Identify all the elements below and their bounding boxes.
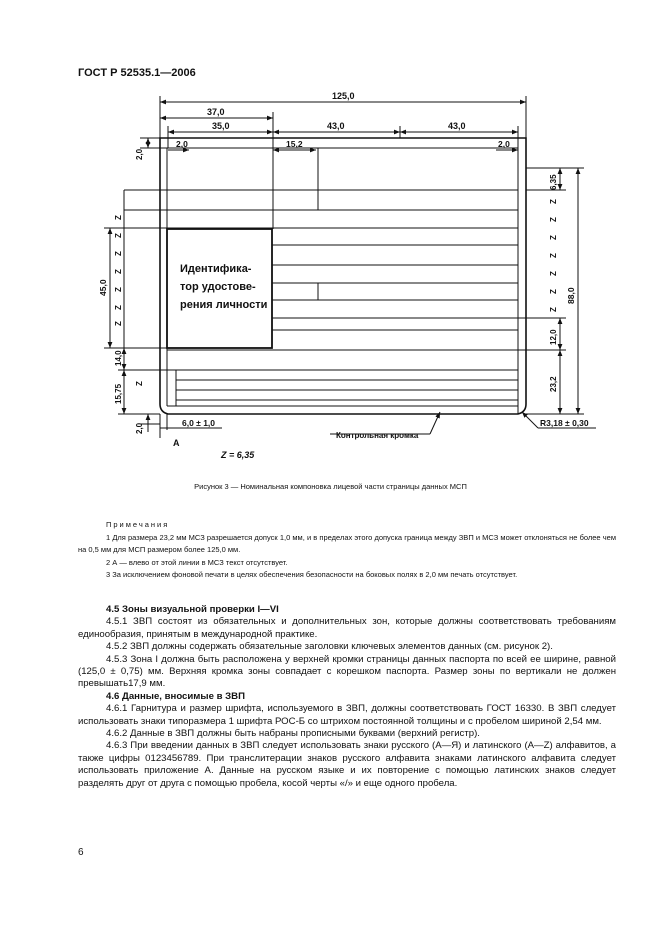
paragraph-4-6-2: 4.6.2 Данные в ЗВП должны быть набраны прописными буквами (верхний регистр). [106,728,480,740]
paragraph-4-6-1: 4.6.1 Гарнитура и размер шрифта, используемого в ЗВП, должны соответствовать ГОСТ 16330. В ЗВП следует использовать знаки типоразмера 1 шрифта РОС-Б со штрихом постоянной толщины и с пробелом шириной 2,54 мм. [78,703,616,727]
dim-2-right: 2,0 [498,139,510,149]
z-left-1: Z [114,215,123,220]
a-marker: A [173,438,180,448]
z-left-2: Z [114,233,123,238]
z-left-4: Z [114,269,123,274]
body-text [78,604,616,790]
dim-6-35: 6,35 [549,174,558,190]
paragraph-4-6-3: 4.6.3 При введении данных в ЗВП следует использовать знаки русского (А—Я) и латинского (А—Z) алфавитов, а также цифры 0123456789. При транслитерации знаков русского алфавита знаками латинского алфавита следует использовать приложение А. Данные на русском языке и их повторение с помощью латинских знаков следует разделять друг от друга с помощью пробела, косой черты «/» и еще одного пробела. [78,740,616,789]
z-legend: Z = 6,35 [221,450,255,460]
paragraph-4-5-1: 4.5.1 ЗВП состоят из обязательных и дополнительных зон, которые должны соответствовать требованиям единообразия, принятым в международной практике. [78,616,616,640]
doc-header: ГОСТ Р 52535.1—2006 [78,67,196,79]
photo-label-line-2: тор удостове- [180,281,256,293]
note-item: 3 За исключением фоновой печати в целях обеспечения безопасности на боковых полях в 2,0 мм печать отсутствует. [106,570,518,579]
z-left-5: Z [114,287,123,292]
dim-35: 35,0 [212,121,230,131]
z-left-6: Z [114,305,123,310]
z-right-7: Z [549,307,558,312]
dim-2-top-vert: 2,0 [135,148,144,160]
dim-37: 37,0 [207,107,225,117]
photo-label-line-3: рения личности [180,299,268,311]
z-right-5: Z [549,271,558,276]
dim-23-2: 23,2 [549,376,558,392]
dim-15-75: 15,75 [114,383,123,404]
kontrol-label: Контрольная кромка [336,431,419,440]
dim-15-2: 15,2 [286,139,303,149]
dim-radius: R3,18 ± 0,30 [540,418,589,428]
page-number: 6 [78,847,84,858]
z-left-8: Z [135,381,144,386]
dim-45: 45,0 [98,279,108,296]
z-left-7: Z [114,321,123,326]
dim-88: 88,0 [566,287,576,304]
dim-43a: 43,0 [327,121,345,131]
dim-14: 14,0 [114,350,123,366]
figure-caption: Рисунок 3 — Номинальная компоновка лицевой части страницы данных МСП [194,482,467,491]
z-right-6: Z [549,289,558,294]
z-right-4: Z [549,253,558,258]
photo-label-line-1: Идентифика- [180,263,252,275]
z-right-2: Z [549,217,558,222]
notes-block [78,519,616,582]
z-left-3: Z [114,251,123,256]
dim-total-width: 125,0 [332,91,355,101]
dim-12: 12,0 [549,329,558,345]
note-item: 2 А — влево от этой линии в МСЗ текст отсутствует. [106,557,288,567]
z-right-3: Z [549,235,558,240]
section-heading-4-6: 4.6 Данные, вносимые в ЗВП [106,690,245,702]
section-heading-4-5: 4.5 Зоны визуальной проверки I—VI [106,604,279,615]
dim-2-bottom-vert: 2,0 [135,422,144,434]
note-item: 1 Для размера 23,2 мм МСЗ разрешается допуск 1,0 мм, и в пределах этого допуска граница между ЗВП и МСЗ может отклоняться не более чем на 0,5 мм для МСП размером более 125,0 мм. [78,532,616,554]
paragraph-4-5-2: 4.5.2 ЗВП должны содержать обязательные заголовки ключевых элементов данных (см. рисунок 2). [106,641,553,653]
dim-2-left: 2,0 [176,139,188,149]
dim-43b: 43,0 [448,121,466,131]
z-right-1: Z [549,199,558,204]
notes-title: Примечания [106,520,170,529]
dim-6-tol: 6,0 ± 1,0 [182,418,216,428]
paragraph-4-5-3: 4.5.3 Зона I должна быть расположена у верхней кромки страницы данных паспорта по всей ее ширине, равной (125,0 ± 0,75) мм. Верхняя кромка зоны совпадает с корешком паспорта. Размер зоны по вертикали не должен превышать17,9 мм. [78,653,616,690]
